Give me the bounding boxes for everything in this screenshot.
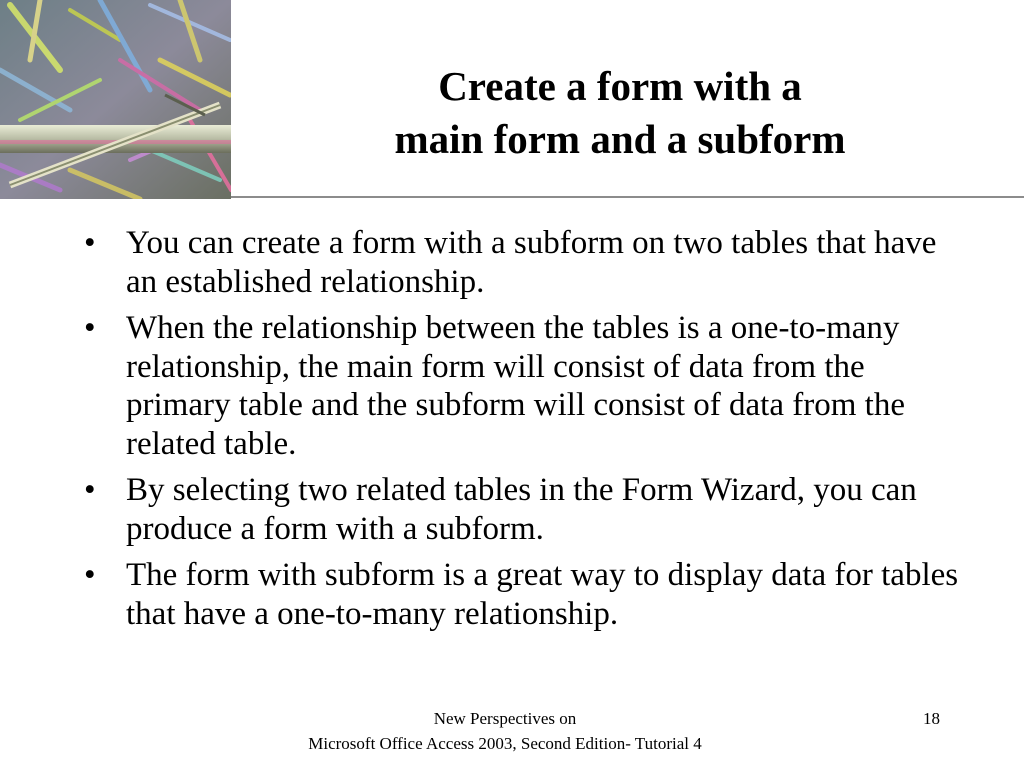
- page-number: 18: [923, 709, 940, 728]
- bullet-item: [84, 224, 964, 301]
- bullet-item: [84, 556, 964, 633]
- footer-line-2: Microsoft Office Access 2003, Second Edition- Tutorial 4: [308, 734, 702, 753]
- bullet-marker: •: [84, 310, 96, 346]
- bullet-item: [84, 309, 964, 463]
- bullet-text: When the relationship between the tables is a one-to-many relationship, the main form will consist of data from the primary table and the subform will consist of data from the related table.: [126, 310, 905, 462]
- bullet-text: The form with subform is a great way to display data for tables that have a one-to-many relationship.: [126, 557, 959, 632]
- bullet-text: You can create a form with a subform on two tables that have an established relationship.: [126, 225, 937, 300]
- footer-line-1: New Perspectives on: [433, 709, 577, 728]
- bullet-item: [84, 471, 964, 548]
- bullet-marker: •: [84, 225, 96, 261]
- decorative-glass-rods-image: [0, 0, 231, 199]
- slide-title: [300, 60, 940, 166]
- bullet-marker: •: [84, 557, 96, 593]
- footer-caption: [240, 706, 770, 756]
- slide-title-line-1: Create a form with a: [438, 63, 802, 109]
- slide-title-line-2: main form and a subform: [394, 116, 846, 162]
- title-divider: [231, 196, 1024, 198]
- bullet-text: By selecting two related tables in the Form Wizard, you can produce a form with a subform.: [126, 472, 917, 547]
- bullet-list: [84, 224, 964, 641]
- bullet-marker: •: [84, 472, 96, 508]
